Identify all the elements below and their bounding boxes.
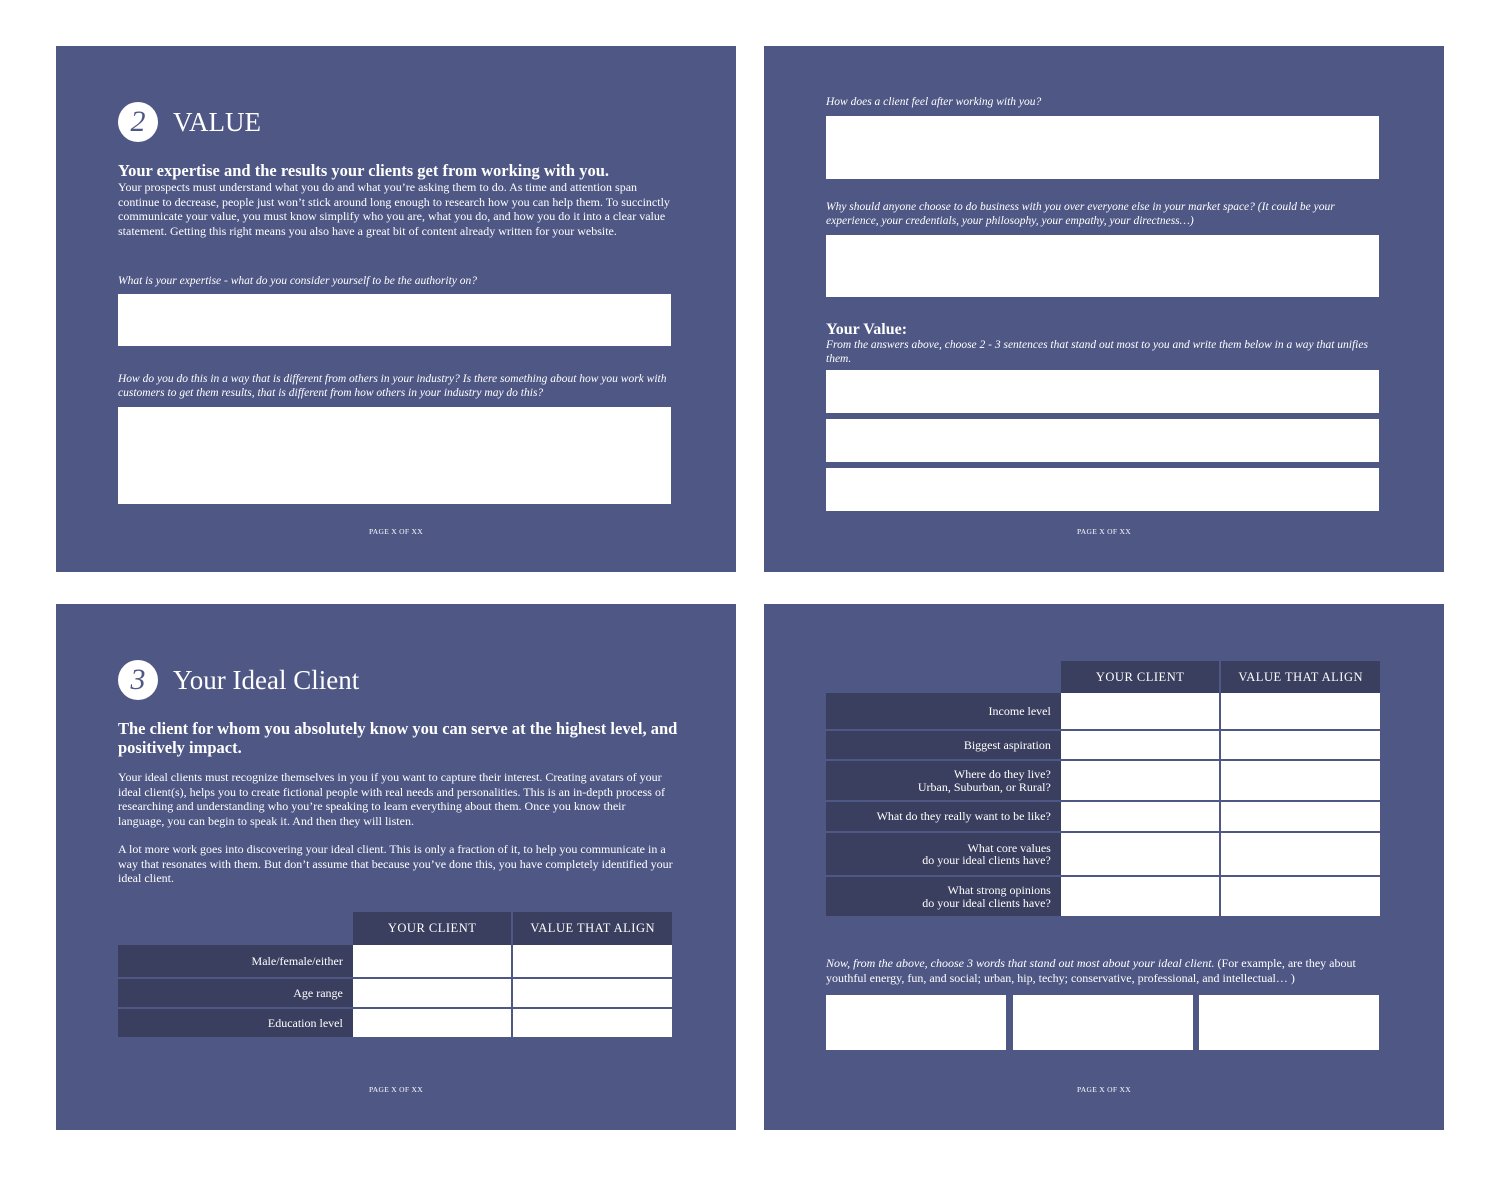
word-box-1[interactable] [826,995,1006,1050]
table-corner [826,661,1061,693]
table-row [826,730,1380,760]
question-client-feeling: How does a client feel after working with you? [826,96,1042,108]
worksheet-page-ideal-client [56,604,736,1130]
table-row [118,1008,672,1038]
your-client-cell[interactable] [1061,876,1221,917]
column-header-value-align: VALUE THAT ALIGN [512,912,672,945]
section-body-2: A lot more work goes into discovering your ideal client. This is only a fraction of it, to help you communicate in a way that resonates with them. But don’t assume that because you’ve done this, you have completely identified your ideal client. [118,842,673,886]
value-sentence-box-1[interactable] [826,370,1379,413]
your-client-cell[interactable] [353,1008,513,1038]
value-sentence-box-2[interactable] [826,419,1379,462]
row-label-line: Biggest aspiration [963,737,1051,752]
row-label-line: What strong opinions [947,883,1051,897]
row-label-line: do your ideal clients have? [922,853,1051,867]
ideal-client-table [826,661,1380,918]
question-why-choose-you: Why should anyone choose to do business with you over everyone else in your market space? (It could be your experience, your credentials, your philosophy, your empathy, your directness…) [826,201,1335,227]
value-align-cell[interactable] [512,1008,672,1038]
page-footer: PAGE X OF XX [1077,527,1131,536]
word-box-2[interactable] [1013,995,1193,1050]
your-client-cell[interactable] [1061,801,1221,832]
worksheet-page-value [56,46,736,572]
worksheet-page-value-continued [764,46,1444,572]
your-client-cell[interactable] [1061,760,1221,801]
value-align-cell[interactable] [1220,730,1380,760]
word-box-3[interactable] [1199,995,1379,1050]
table-row [826,876,1380,917]
section-lead: The client for whom you absolutely know you can serve at the highest level, and positively impact. [118,719,678,757]
question-difference: How do you do this in a way that is different from others in your industry? Is there something about how you work with customers to get them results, that is different from how others in your industry may do this? [118,373,667,399]
row-label [826,693,1061,730]
section-title: VALUE [173,107,262,137]
table-row [826,801,1380,832]
row-label [826,760,1061,801]
value-align-cell[interactable] [1220,693,1380,730]
your-client-cell[interactable] [353,978,513,1008]
row-label [826,876,1061,917]
answer-box-expertise[interactable] [118,294,671,346]
row-label: Age range [118,978,353,1008]
value-align-cell[interactable] [1220,801,1380,832]
your-client-cell[interactable] [353,945,513,978]
your-client-cell[interactable] [1061,693,1221,730]
row-label: Male/female/either [118,945,353,978]
answer-box-client-feeling[interactable] [826,116,1379,179]
answer-box-difference[interactable] [118,407,671,504]
row-label [826,730,1061,760]
table-row [826,693,1380,730]
row-label-line: Urban, Suburban, or Rural? [917,779,1051,794]
row-label: Education level [118,1008,353,1038]
question-expertise: What is your expertise - what do you consider yourself to be the authority on? [118,275,477,287]
column-header-your-client: YOUR CLIENT [353,912,513,945]
row-label [826,801,1061,832]
table-row [118,978,672,1008]
answer-box-why-choose-you[interactable] [826,235,1379,297]
section-number-badge: 2 [118,102,158,142]
value-align-cell[interactable] [512,978,672,1008]
page-footer: PAGE X OF XX [1077,1085,1131,1094]
your-client-cell[interactable] [1061,730,1221,760]
value-align-cell[interactable] [512,945,672,978]
page-footer: PAGE X OF XX [369,1085,423,1094]
column-header-your-client: YOUR CLIENT [1061,661,1221,693]
section-body-1: Your ideal clients must recognize themselves in you if you want to capture their interest. Creating avatars of your ideal client(s), helps you to create fictional people with real needs and personalities. This is an in-depth process of researching and understanding who you’re speaking to learn everything about them. Once you know their language, you can begin to speak it. And then they will listen. [118,770,665,828]
column-header-value-align: VALUE THAT ALIGN [1220,661,1380,693]
worksheet-page-ideal-client-continued [764,604,1444,1130]
three-words-prompt-italic: Now, from the above, choose 3 words that stand out most about your ideal client. [826,956,1215,970]
value-align-cell[interactable] [1220,760,1380,801]
row-label [826,832,1061,876]
row-label-line: Income level [988,703,1051,718]
three-words-prompt-example: (For example, are they about youthful energy, fun, and social; urban, hip, techy; conservative, professional, and intellectual… ) [826,956,1356,985]
ideal-client-table [118,912,672,1039]
row-label-line: Where do they live? [953,767,1051,781]
row-label-line: What do they really want to be like? [876,809,1051,824]
value-align-cell[interactable] [1220,876,1380,917]
row-label-line: do your ideal clients have? [922,895,1051,910]
three-words-prompt [826,956,1382,985]
table-row [118,945,672,978]
section-number-badge: 3 [118,660,158,700]
table-corner [118,912,353,945]
section-lead: Your expertise and the results your clients get from working with you. [118,161,610,180]
section-title: Your Ideal Client [173,665,360,695]
row-label-line: What core values [967,840,1051,855]
your-value-instruction: From the answers above, choose 2 - 3 sentences that stand out most to you and write them below in a way that unifies them. [826,339,1368,365]
table-row [826,760,1380,801]
section-body: Your prospects must understand what you do and what you’re asking them to do. As time and attention span continue to decrease, people just won’t stick around long enough to research how you can help them. To succinctly communicate your value, you must know simplify who you are, what you do, and how you do it into a clear value statement. Getting this right means you also have a great bit of content already written for your website. [118,180,670,238]
your-value-heading: Your Value: [826,321,908,338]
value-align-cell[interactable] [1220,832,1380,876]
value-sentence-box-3[interactable] [826,468,1379,511]
page-footer: PAGE X OF XX [369,527,423,536]
your-client-cell[interactable] [1061,832,1221,876]
table-row [826,832,1380,876]
